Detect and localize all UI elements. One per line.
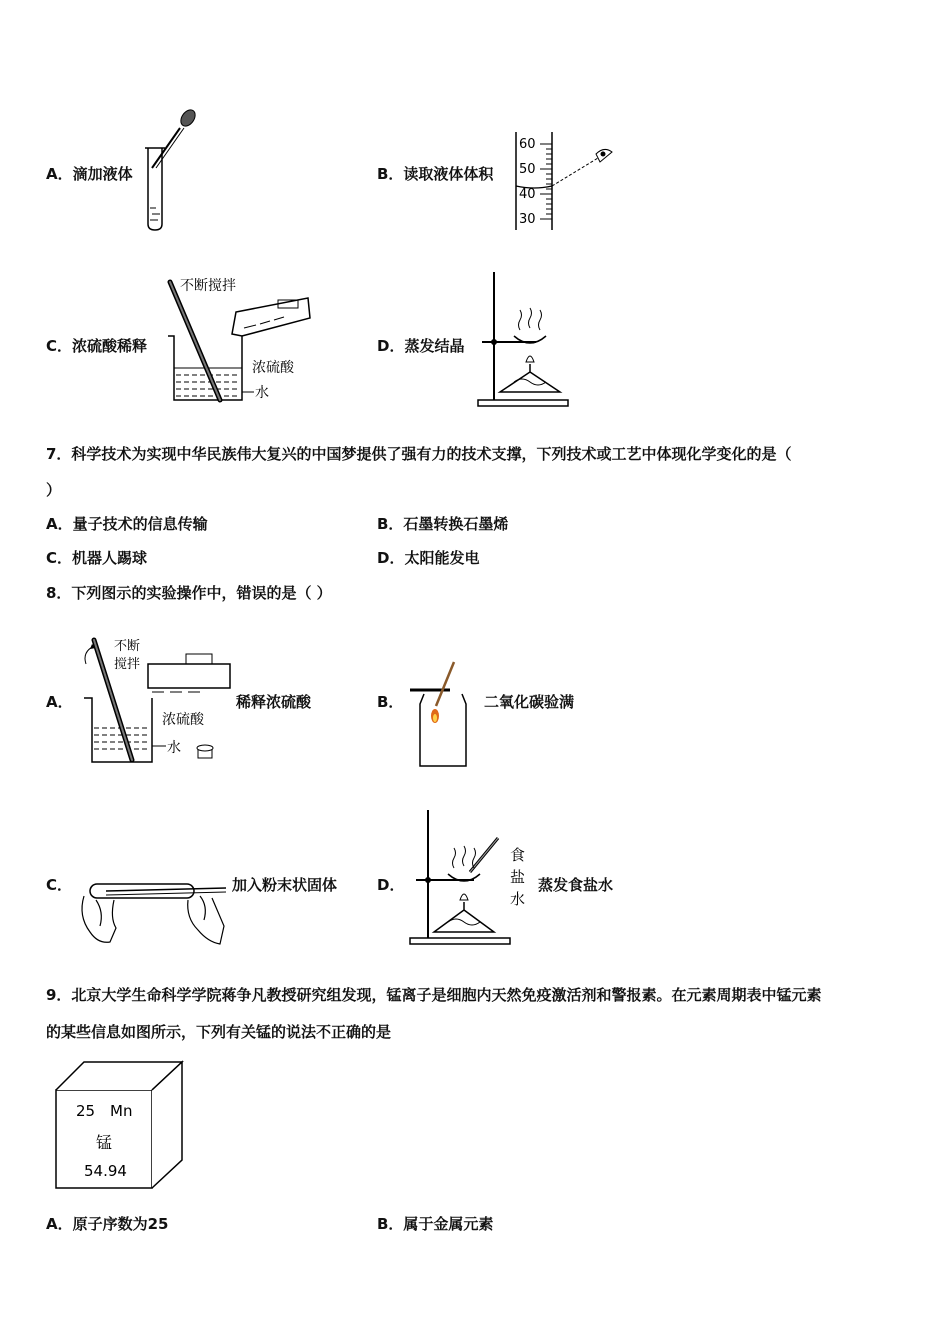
- left-hand: [82, 896, 116, 942]
- graduated-cylinder-figure: [510, 132, 620, 232]
- element-symbol: Mn: [110, 1102, 133, 1120]
- element-cell-manganese: [54, 1060, 188, 1192]
- q9-option-a: A．原子序数为25: [46, 1215, 169, 1233]
- cylinder-tick-40: 40: [519, 187, 536, 202]
- cylinder-tick-60: 60: [519, 137, 536, 152]
- q7-option-a: A．量子技术的信息传输: [46, 515, 208, 533]
- acid-bottle: [148, 654, 230, 692]
- iron-stand: [478, 272, 568, 406]
- q6-option-b: B．读取液体体积: [377, 165, 494, 183]
- q8-option-a-letter: A．: [46, 693, 73, 711]
- dropper: [152, 107, 198, 168]
- dropper-test-tube-figure: [140, 106, 220, 234]
- evaporation-figure-q6: [476, 272, 576, 408]
- acid-bottle: [232, 298, 310, 336]
- eye-icon: [596, 149, 612, 162]
- water-label: 水: [255, 385, 269, 401]
- acid-label: 浓硫酸: [252, 360, 294, 376]
- powder-adding-figure: [76, 866, 232, 950]
- q9-stem-line1: 9．北京大学生命科学学院蒋争凡教授研究组发现，锰离子是细胞内天然免疫激活剂和警报素。在元素周期表中锰元素: [46, 986, 822, 1004]
- stir-label: 不断搅拌: [180, 278, 236, 294]
- acid-dilution-figure-q8: [80, 636, 240, 770]
- q7-option-b: B．石墨转换石墨烯: [377, 515, 509, 533]
- q6-option-a: A．滴加液体: [46, 165, 133, 183]
- right-hand: [188, 896, 224, 944]
- element-name: 锰: [96, 1133, 113, 1152]
- cylinder-tick-50: 50: [519, 162, 536, 177]
- q8-option-b-text: 二氧化碳验满: [484, 693, 575, 711]
- q6-option-d: D．蒸发结晶: [377, 337, 465, 355]
- alcohol-lamp: [500, 356, 560, 392]
- alcohol-lamp: [434, 894, 494, 932]
- element-number: 25: [76, 1102, 96, 1120]
- co2-test-figure: [410, 660, 480, 770]
- iron-stand: [410, 810, 510, 944]
- q8-option-a-text: 稀释浓硫酸: [236, 693, 312, 711]
- bottle-stopper: [197, 745, 213, 758]
- q8-option-d-letter: D．: [377, 876, 405, 894]
- q8-option-d-text: 蒸发食盐水: [538, 876, 614, 894]
- stir-label-line2: 搅拌: [114, 657, 141, 672]
- stir-label-line1: 不断: [114, 639, 141, 654]
- q8-stem: 8．下列图示的实验操作中，错误的是（ ）: [46, 584, 332, 602]
- salt-water-label-3: 水: [510, 890, 526, 908]
- acid-dilution-figure-q6: [160, 272, 320, 412]
- burning-splint: [431, 662, 454, 723]
- water-label: 水: [167, 740, 181, 756]
- q9-stem-line2: 的某些信息如图所示，下列有关锰的说法不正确的是: [46, 1023, 392, 1041]
- q8-option-b-letter: B．: [377, 693, 404, 711]
- q7-option-c: C．机器人踢球: [46, 549, 148, 567]
- steam: [519, 308, 542, 330]
- q8-option-c-text: 加入粉末状固体: [232, 876, 338, 894]
- salt-water-label-1: 食: [510, 846, 526, 864]
- glass-rod: [470, 838, 498, 872]
- q9-option-b: B．属于金属元素: [377, 1215, 494, 1233]
- steam: [453, 846, 476, 868]
- cylinder-tick-30: 30: [519, 212, 536, 227]
- q7-stem-line2: ）: [46, 481, 62, 499]
- q7-option-d: D．太阳能发电: [377, 549, 480, 567]
- q7-stem-line1: 7．科学技术为实现中华民族伟大复兴的中国梦提供了强有力的技术支撑，下列技术或工艺中体现化学变化的是（: [46, 445, 792, 463]
- q8-option-c-letter: C．: [46, 876, 73, 894]
- salt-water-label-2: 盐: [510, 868, 526, 886]
- element-mass: 54.94: [84, 1162, 127, 1180]
- acid-label: 浓硫酸: [162, 712, 204, 728]
- test-tube: [90, 884, 194, 898]
- q6-option-c: C．浓硫酸稀释: [46, 337, 148, 355]
- evaporation-figure-q8: [408, 810, 538, 948]
